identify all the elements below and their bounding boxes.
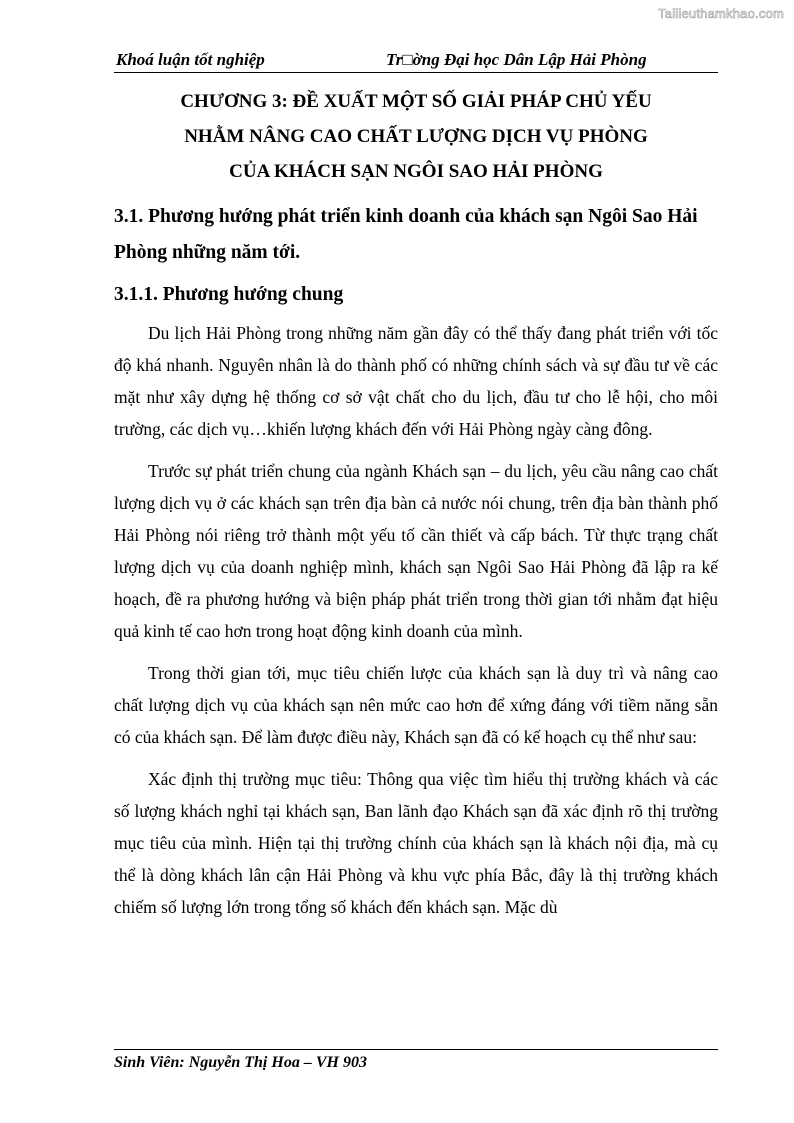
chapter-title-line: CHƯƠNG 3: ĐỀ XUẤT MỘT SỐ GIẢI PHÁP CHỦ YẾU — [180, 91, 652, 112]
header-left: Khoá luận tốt nghiệp — [116, 50, 265, 69]
paragraph: Trong thời gian tới, mục tiêu chiến lược của khách sạn là duy trì và nâng cao chất lượng dịch vụ của khách sạn nên mức cao hơn để xứng đáng với tiềm năng sẵn có của khách sạn. Để làm được điều này, Khách sạn đã có kế hoạch cụ thể như sau: — [114, 663, 718, 747]
header-right: Tr□ờng Đại học Dân Lập Hải Phòng — [386, 50, 647, 69]
paragraph: Trước sự phát triển chung của ngành Khách sạn – du lịch, yêu cầu nâng cao chất lượng dịch vụ ở các khách sạn trên địa bàn cả nước nói chung, trên địa bàn thành phố Hải Phòng nói riêng trở thành một yếu tố cần thiết và cấp bách. Từ thực trạng chất lượng dịch vụ của doanh nghiệp mình, khách sạn Ngôi Sao Hải Phòng đã lập ra kế hoạch, đề ra phương hướng và biện pháp phát triển trong thời gian tới nhằm đạt hiệu quả kinh tế cao hơn trong hoạt động kinh doanh của mình. — [114, 461, 718, 641]
subsection-heading: 3.1.1. Phương hướng chung — [114, 284, 344, 305]
page-footer: Sinh Viên: Nguyễn Thị Hoa – VH 903 — [114, 1049, 718, 1072]
chapter-title-line: CỦA KHÁCH SẠN NGÔI SAO HẢI PHÒNG — [229, 161, 603, 182]
chapter-title-line: NHẰM NÂNG CAO CHẤT LƯỢNG DỊCH VỤ PHÒNG — [184, 126, 648, 147]
page-header — [114, 48, 718, 73]
section-heading: 3.1. Phương hướng phát triển kinh doanh của khách sạn Ngôi Sao Hải Phòng những năm tới. — [114, 206, 698, 263]
watermark: Tailieuthamkhao.com — [658, 6, 784, 21]
page-content — [114, 84, 718, 923]
paragraph: Du lịch Hải Phòng trong những năm gần đây có thể thấy đang phát triển với tốc độ khá nhanh. Nguyên nhân là do thành phố có những chính sách và sự đầu tư về các mặt như xây dựng hệ thống cơ sở vật chất cho du lịch, đầu tư cho lễ hội, cho môi trường, các dịch vụ…khiến lượng khách đến với Hải Phòng ngày càng đông. — [114, 323, 718, 439]
paragraph: Xác định thị trường mục tiêu: Thông qua việc tìm hiểu thị trường khách và các số lượng khách nghỉ tại khách sạn, Ban lãnh đạo Khách sạn đã xác định rõ thị trường mục tiêu của mình. Hiện tại thị trường chính của khách sạn là khách nội địa, mà cụ thể là dòng khách lân cận Hải Phòng và khu vực phía Bắc, đây là thị trường khách chiếm số lượng lớn trong tổng số khách đến khách sạn. Mặc dù — [114, 769, 718, 917]
